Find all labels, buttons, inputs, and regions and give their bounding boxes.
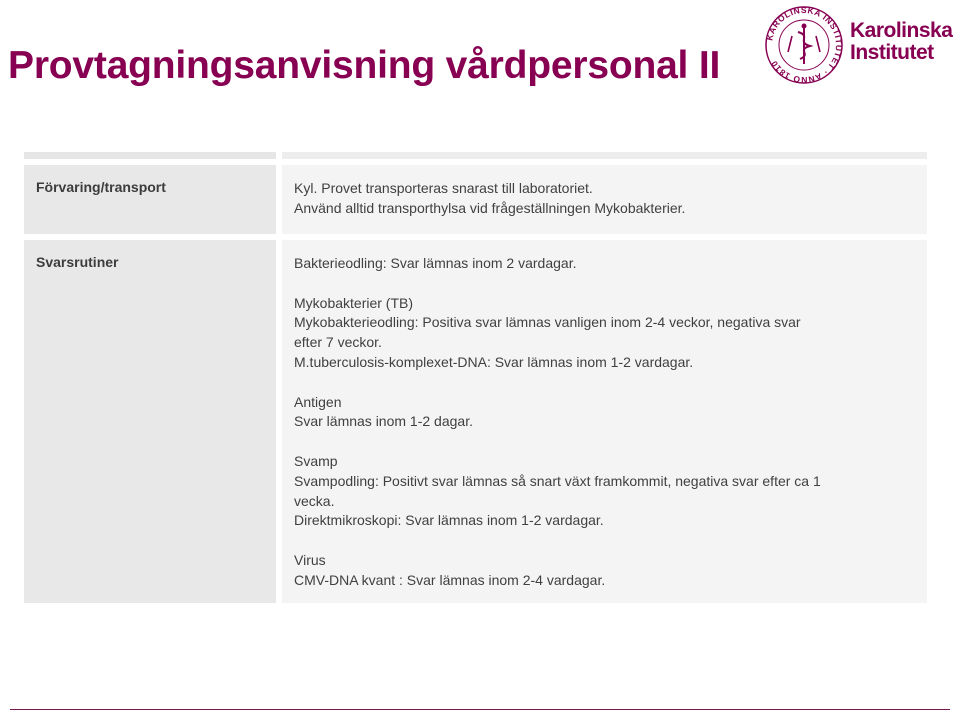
- content-block-virus: [294, 551, 915, 591]
- row-label-cell: [24, 240, 276, 603]
- content-heading: Mykobakterier (TB): [294, 294, 414, 311]
- logo-line-2: Institutet: [850, 41, 934, 64]
- table-header-strip-left: [24, 152, 276, 159]
- content-line: efter 7 veckor.: [294, 334, 382, 351]
- content-line: Svar lämnas inom 1-2 dagar.: [294, 413, 473, 430]
- karolinska-seal-icon: [762, 4, 846, 86]
- content-line: vecka.: [294, 492, 335, 509]
- table-header-strip-right: [282, 152, 927, 159]
- content-line: Bakterieodling: Svar lämnas inom 2 vardagar.: [294, 255, 577, 271]
- logo-wordmark: [850, 20, 952, 64]
- row-label: Förvaring/transport: [36, 179, 166, 195]
- karolinska-logo: [762, 4, 958, 86]
- content-heading: Svamp: [294, 452, 338, 469]
- content-block-antigen: [294, 393, 915, 433]
- content-heading: Antigen: [294, 393, 342, 410]
- row-content-cell: [282, 240, 927, 603]
- content-line: Direktmikroskopi: Svar lämnas inom 1-2 vardagar.: [294, 512, 604, 529]
- content-line: Använd alltid transporthylsa vid frågeställningen Mykobakterier.: [294, 199, 686, 216]
- logo-line-1: Karolinska: [850, 19, 953, 42]
- content-line: Kyl. Provet transporteras snarast till laboratoriet.: [294, 180, 593, 196]
- row-content-cell: [282, 165, 927, 234]
- row-label: Svarsrutiner: [36, 254, 119, 270]
- row-label-cell: [24, 165, 276, 234]
- content-line: Mykobakterieodling: Positiva svar lämnas vanligen inom 2-4 veckor, negativa svar: [294, 314, 801, 331]
- content-heading: Virus: [294, 551, 326, 568]
- content-line: M.tuberculosis-komplexet-DNA: Svar lämnas inom 1-2 vardagar.: [294, 353, 694, 370]
- footer-divider: [10, 709, 950, 710]
- slide-title: Provtagningsanvisning vårdpersonal II: [8, 44, 721, 87]
- content-block-bacteria: [294, 254, 915, 274]
- content-block-mycobacteria: [294, 294, 915, 373]
- svg-text:KAROLINSKA INSTITUTET · ANNO 1: KAROLINSKA INSTITUTET · ANNO 1810: [764, 4, 845, 86]
- content-block-fungus: [294, 452, 915, 531]
- content-line: Svampodling: Positivt svar lämnas så snart växt framkommit, negativa svar efter ca 1: [294, 472, 821, 489]
- content-line: CMV-DNA kvant : Svar lämnas inom 2-4 vardagar.: [294, 571, 606, 588]
